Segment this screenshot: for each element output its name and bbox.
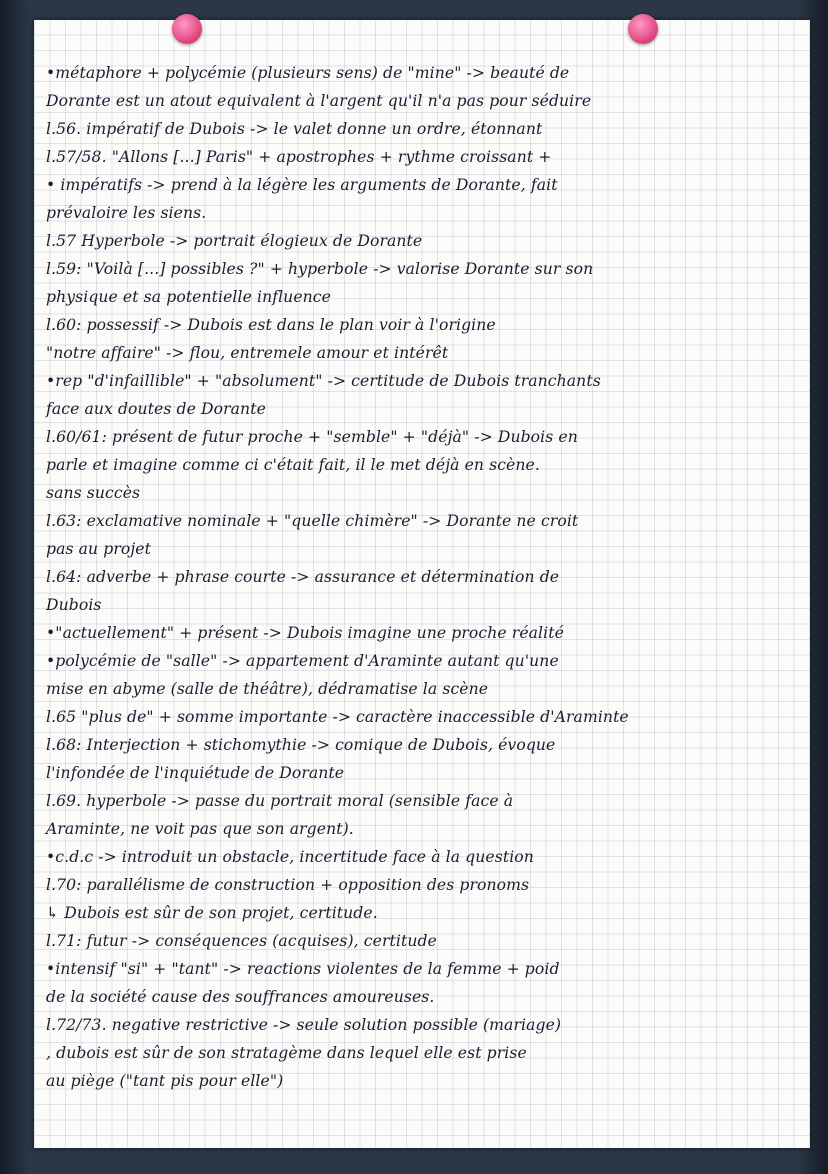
note-line: l.63: exclamative nominale + "quelle chimère" -> Dorante ne croit: [46, 512, 579, 530]
note-line: au piège ("tant pis pour elle"): [46, 1072, 284, 1090]
note-line: l.56. impératif de Dubois -> le valet donne un ordre, étonnant: [46, 120, 543, 138]
note-line: Dorante est un atout equivalent à l'argent qu'il n'a pas pour séduire: [46, 92, 592, 110]
note-line: "notre affaire" -> flou, entremele amour et intérêt: [46, 344, 449, 362]
note-line: •intensif "si" + "tant" -> reactions violentes de la femme + poid: [46, 960, 560, 978]
note-line: l.59: "Voilà [...] possibles ?" + hyperbole -> valorise Dorante sur son: [46, 260, 594, 278]
note-line: de la société cause des souffrances amoureuses.: [46, 988, 435, 1006]
note-line: l.72/73. negative restrictive -> seule solution possible (mariage): [46, 1016, 562, 1034]
note-line: l.64: adverbe + phrase courte -> assurance et détermination de: [46, 568, 560, 586]
note-line: , dubois est sûr de son stratagème dans lequel elle est prise: [46, 1044, 527, 1062]
note-line: •polycémie de "salle" -> appartement d'Araminte autant qu'une: [46, 652, 559, 670]
note-line: sans succès: [46, 484, 141, 502]
note-line: l.71: futur -> conséquences (acquises), certitude: [46, 932, 437, 950]
pushpin-left-icon: [172, 14, 202, 44]
note-line: • impératifs -> prend à la légère les arguments de Dorante, fait: [46, 176, 558, 194]
note-line: l.57/58. "Allons [...] Paris" + apostrophes + rythme croissant +: [46, 148, 552, 166]
note-line: •rep "d'infaillible" + "absolument" -> certitude de Dubois tranchants: [46, 372, 601, 390]
note-line: l.60: possessif -> Dubois est dans le plan voir à l'origine: [46, 316, 496, 334]
note-line: mise en abyme (salle de théâtre), dédramatise la scène: [46, 680, 489, 698]
note-line: face aux doutes de Dorante: [46, 400, 266, 418]
handwritten-notes: [46, 62, 806, 1142]
note-line: physique et sa potentielle influence: [46, 288, 331, 306]
note-line: •métaphore + polycémie (plusieurs sens) de "mine" -> beauté de: [46, 64, 570, 82]
note-line: Dubois: [46, 596, 102, 614]
note-line: l'infondée de l'inquiétude de Dorante: [46, 764, 345, 782]
note-line: l.69. hyperbole -> passe du portrait moral (sensible face à: [46, 792, 514, 810]
note-line: Araminte, ne voit pas que son argent).: [46, 820, 354, 838]
note-line: prévaloire les siens.: [46, 204, 207, 222]
note-line: l.68: Interjection + stichomythie -> comique de Dubois, évoque: [46, 736, 556, 754]
note-line: ↳ Dubois est sûr de son projet, certitude.: [46, 904, 378, 922]
note-line: pas au projet: [46, 540, 151, 558]
note-line: l.65 "plus de" + somme importante -> caractère inaccessible d'Araminte: [46, 708, 629, 726]
note-line: •"actuellement" + présent -> Dubois imagine une proche réalité: [46, 624, 564, 642]
note-line: parle et imagine comme ci c'était fait, il le met déjà en scène.: [46, 456, 540, 474]
pushpin-right-icon: [628, 14, 658, 44]
note-line: l.60/61: présent de futur proche + "semble" + "déjà" -> Dubois en: [46, 428, 578, 446]
note-line: l.57 Hyperbole -> portrait élogieux de Dorante: [46, 232, 423, 250]
note-line: l.70: parallélisme de construction + opposition des pronoms: [46, 876, 530, 894]
note-line: •c.d.c -> introduit un obstacle, incertitude face à la question: [46, 848, 534, 866]
